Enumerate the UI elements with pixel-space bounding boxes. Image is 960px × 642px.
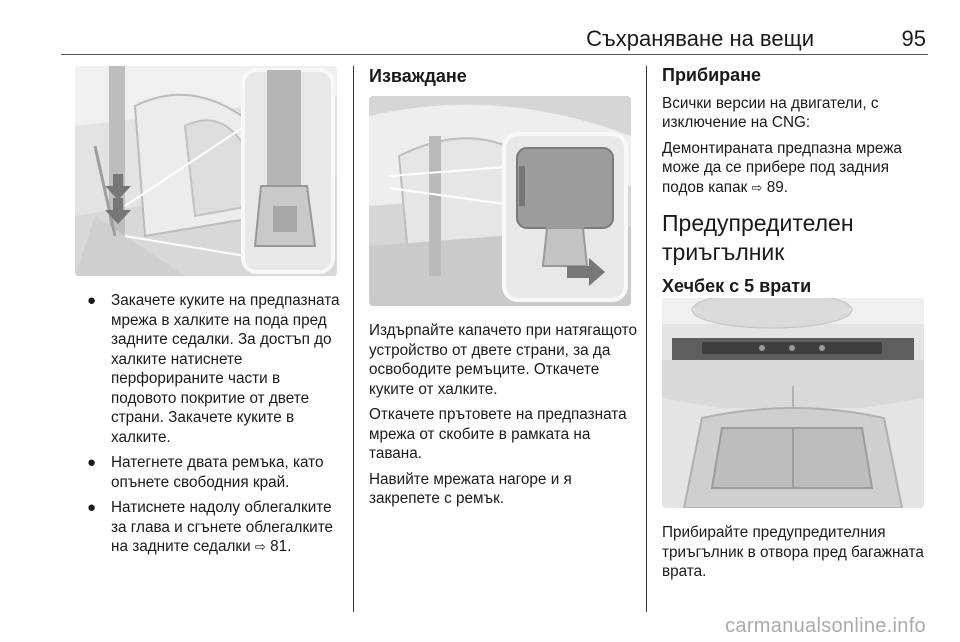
- figure-hooks-illustration: [75, 66, 337, 276]
- removal-drawing: [369, 96, 631, 306]
- figure-removal-illustration: [369, 96, 631, 306]
- column-2: [369, 321, 639, 515]
- section-heading-warning-triangle: Предупредителен триъгълник: [662, 210, 854, 265]
- list-item-text: Закачете куките на предпазната мрежа в халките на пода пред задните седалки. За достъп до халките натиснете перфорираните части в подовото покритие от двете страни. Закачете куките в халките.: [111, 292, 340, 446]
- column-1: [77, 291, 347, 563]
- paragraph: Всички версии на двигатели, с изключение на CNG:: [662, 94, 879, 131]
- paragraph: Прибирайте предупредителния триъгълник в отвора пред багажната врата.: [662, 524, 924, 580]
- bullet-icon: ●: [87, 292, 97, 309]
- page-header-title: Съхраняване на вещи: [586, 26, 814, 51]
- page-reference[interactable]: 81.: [270, 538, 292, 555]
- list-item: [77, 291, 347, 447]
- bullet-icon: ●: [87, 454, 97, 471]
- section-heading-storage: Прибиране: [662, 65, 762, 85]
- page-reference[interactable]: 89.: [766, 178, 788, 196]
- watermark: carmanualsonline.info: [725, 615, 926, 637]
- figure-trunk-illustration: [662, 298, 924, 508]
- bullet-icon: ●: [87, 499, 97, 516]
- header-rule: [61, 54, 928, 55]
- paragraph: Откачете прътовете на предпазната мрежа от скобите в рамката на тавана.: [369, 406, 627, 462]
- figure-caption: [662, 523, 930, 588]
- instruction-list: [77, 291, 347, 557]
- paragraph: Навийте мрежата нагоре и я закрепете с ремък.: [369, 470, 572, 507]
- paragraph: [662, 139, 930, 198]
- page-reference-icon: ⇨: [751, 179, 763, 195]
- column-3: [662, 66, 930, 307]
- paragraph: Издърпайте капачето при натягащото устройство от двете страни, за да освободите ремъците. Откачете куките от халките.: [369, 322, 637, 398]
- list-item-text: Натиснете надолу облегалките за глава и сгънете облегалките на задните седалки: [111, 499, 334, 555]
- column-divider: [646, 66, 647, 612]
- hooks-drawing: [75, 66, 337, 276]
- list-item: [77, 453, 347, 492]
- page-reference-icon: ⇨: [254, 539, 266, 554]
- column-divider: [353, 66, 354, 612]
- section-heading-removal: Изваждане: [369, 66, 467, 86]
- page-number: 95: [901, 26, 926, 51]
- list-item-text: Натегнете двата ремъка, като опънете свободния край.: [111, 454, 324, 491]
- subheading-hatchback: Хечбек с 5 врати: [662, 276, 812, 296]
- paragraph-text: Демонтираната предпазна мрежа може да се прибере под задния подов капак: [662, 139, 902, 196]
- list-item: [77, 498, 347, 557]
- trunk-drawing: [662, 298, 924, 508]
